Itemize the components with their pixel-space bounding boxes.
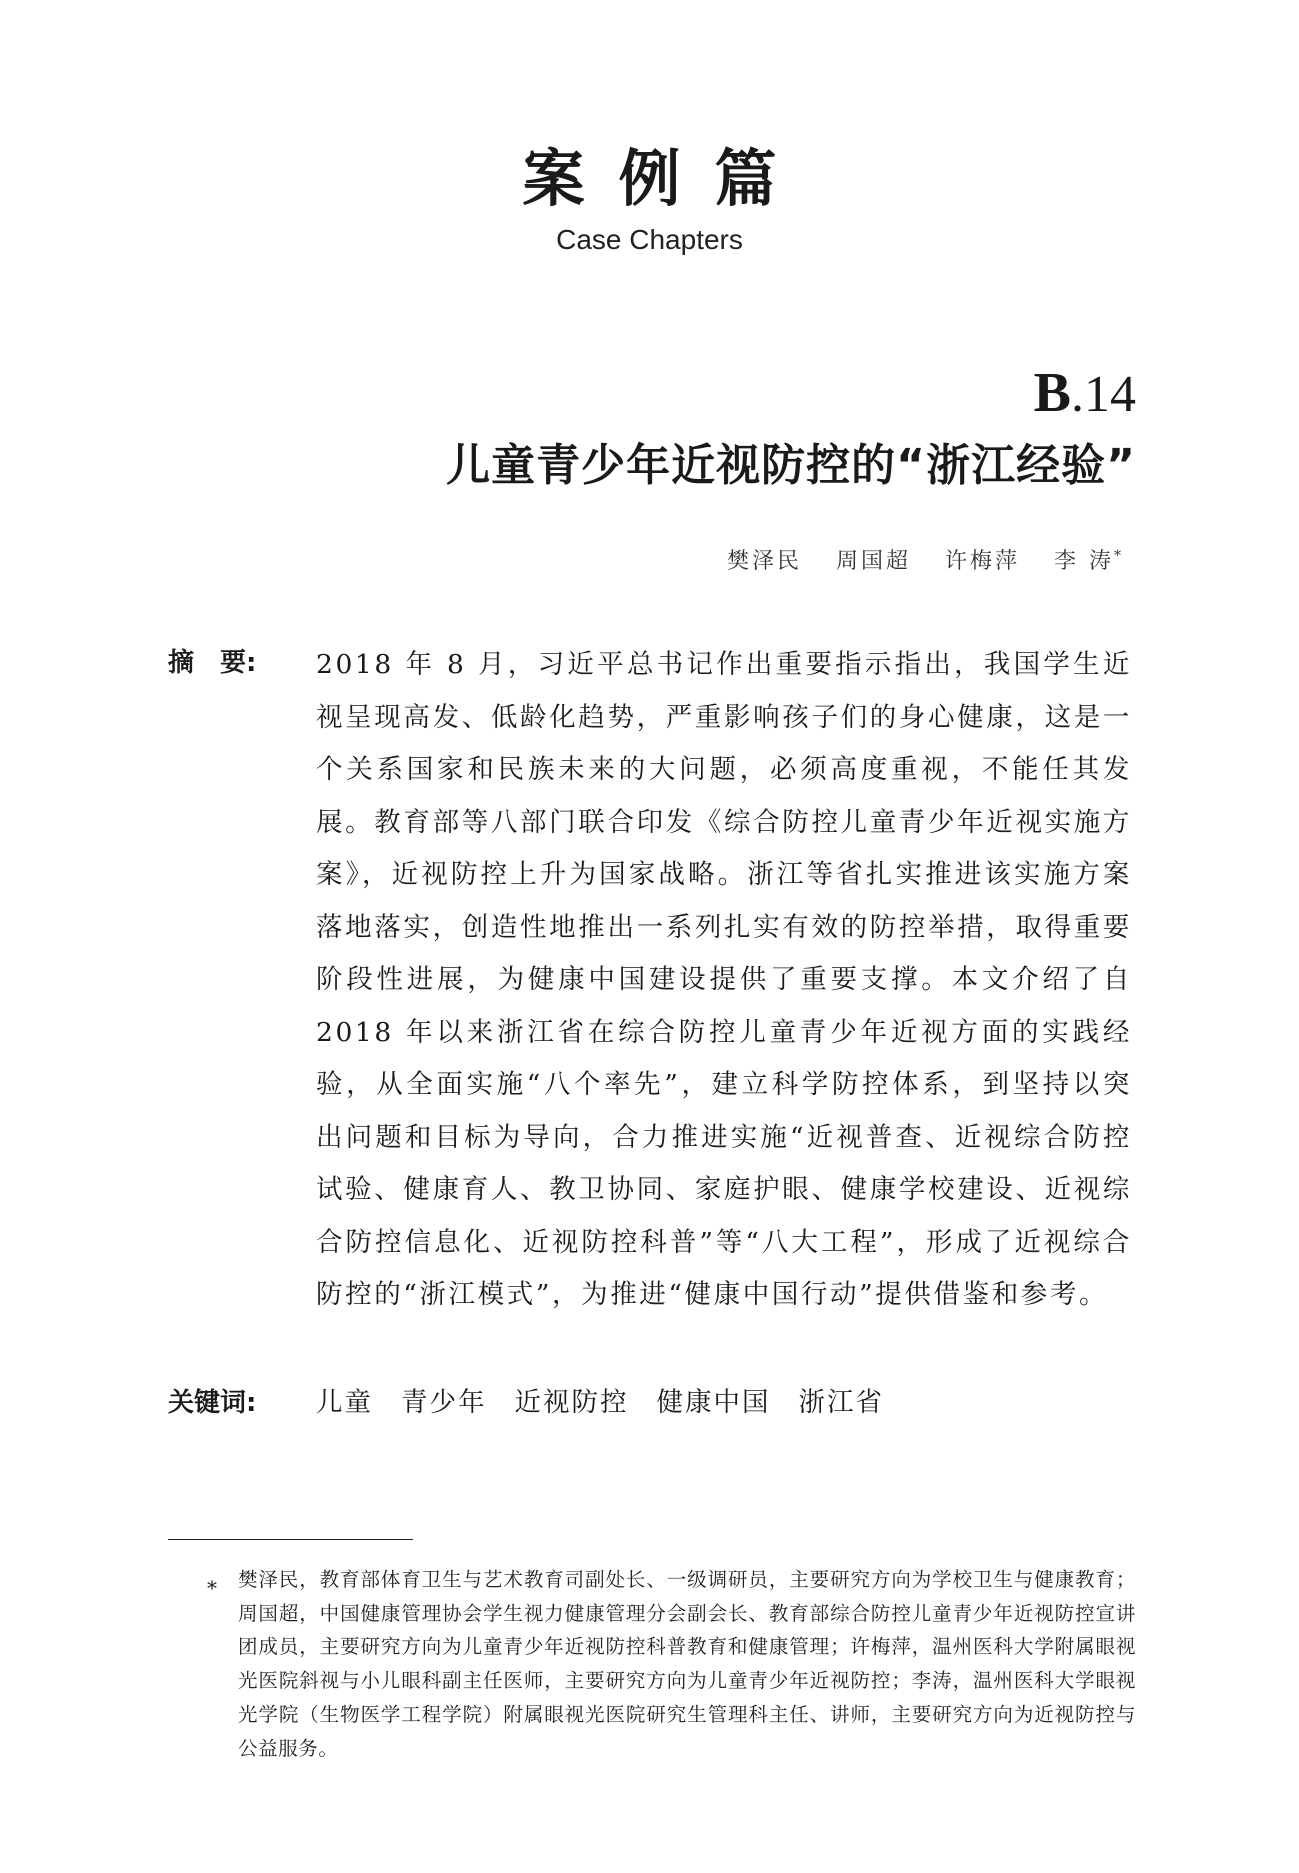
abstract-text: 2018 年 8 月，习近平总书记作出重要指示指出，我国学生近视呈现高发、低龄化趋势，严重影响孩子们的身心健康，这是一个关系国家和民族未来的大问题，必须高度重视，不能任其发展。教育部等八部门联合印发《综合防控儿童青少年近视实施方案》，近视防控上升为国家战略。浙江等省扎实推进该实施方案落地落实，创造性地推出一系列扎实有效的防控举措，取得重要阶段性进展，为健康中国建设提供了重要支撑。本文介绍了自 2018 年以来浙江省在综合防控儿童青少年近视方面的实践经验，从全面实施“八个率先”，建立科学防控体系，到坚持以突出问题和目标为导向，合力推进实施“近视普查、近视综合防控试验、健康育人、教卫协同、家庭护眼、健康学校建设、近视综合防控信息化、近视防控科普”等“八大工程”，形成了近视综合防控的“浙江模式”，为推进“健康中国行动”提供借鉴和参考。: [316, 649, 1132, 1310]
keyword: 健康中国: [656, 1387, 771, 1418]
author-list: [703, 541, 1124, 577]
article-title: 儿童青少年近视防控的“浙江经验”: [446, 440, 1136, 491]
keyword: 浙江省: [798, 1387, 884, 1418]
author-note-marker: *: [1114, 548, 1124, 564]
article-code: [1034, 362, 1136, 426]
section-title: 案例篇: [522, 142, 811, 215]
footnote-text: 樊泽民，教育部体育卫生与艺术教育司副处长、一级调研员，主要研究方向为学校卫生与健康教育；周国超，中国健康管理协会学生视力健康管理分会副会长、教育部综合防控儿童青少年近视防控宣讲团成员，主要研究方向为儿童青少年近视防控科普教育和健康管理；许梅萍，温州医科大学附属眼视光医院斜视与小儿眼科副主任医师，主要研究方向为儿童青少年近视防控；李涛，温州医科大学眼视光学院（生物医学工程学院）附属眼视光医院研究生管理科主任、讲师，主要研究方向为近视防控与公益服务。: [238, 1568, 1136, 1760]
author-name: 樊泽民: [726, 549, 802, 575]
abstract-label: 摘 要:: [168, 648, 257, 678]
article-code-letter: B: [1033, 362, 1071, 424]
keywords-list: [316, 1385, 912, 1421]
section-subtitle: Case Chapters: [556, 224, 743, 255]
author-name: 许梅萍: [944, 549, 1020, 575]
author-name: 周国超: [835, 549, 911, 575]
article-code-number: .14: [1071, 366, 1136, 423]
author-name: 李 涛: [1054, 549, 1114, 575]
keyword: 近视防控: [514, 1387, 629, 1418]
keyword: 儿童: [316, 1387, 373, 1418]
footnote-divider: [168, 1539, 413, 1540]
keyword: 青少年: [401, 1387, 487, 1418]
footnote-marker: *: [207, 1576, 217, 1600]
keywords-label: 关键词:: [168, 1388, 257, 1418]
